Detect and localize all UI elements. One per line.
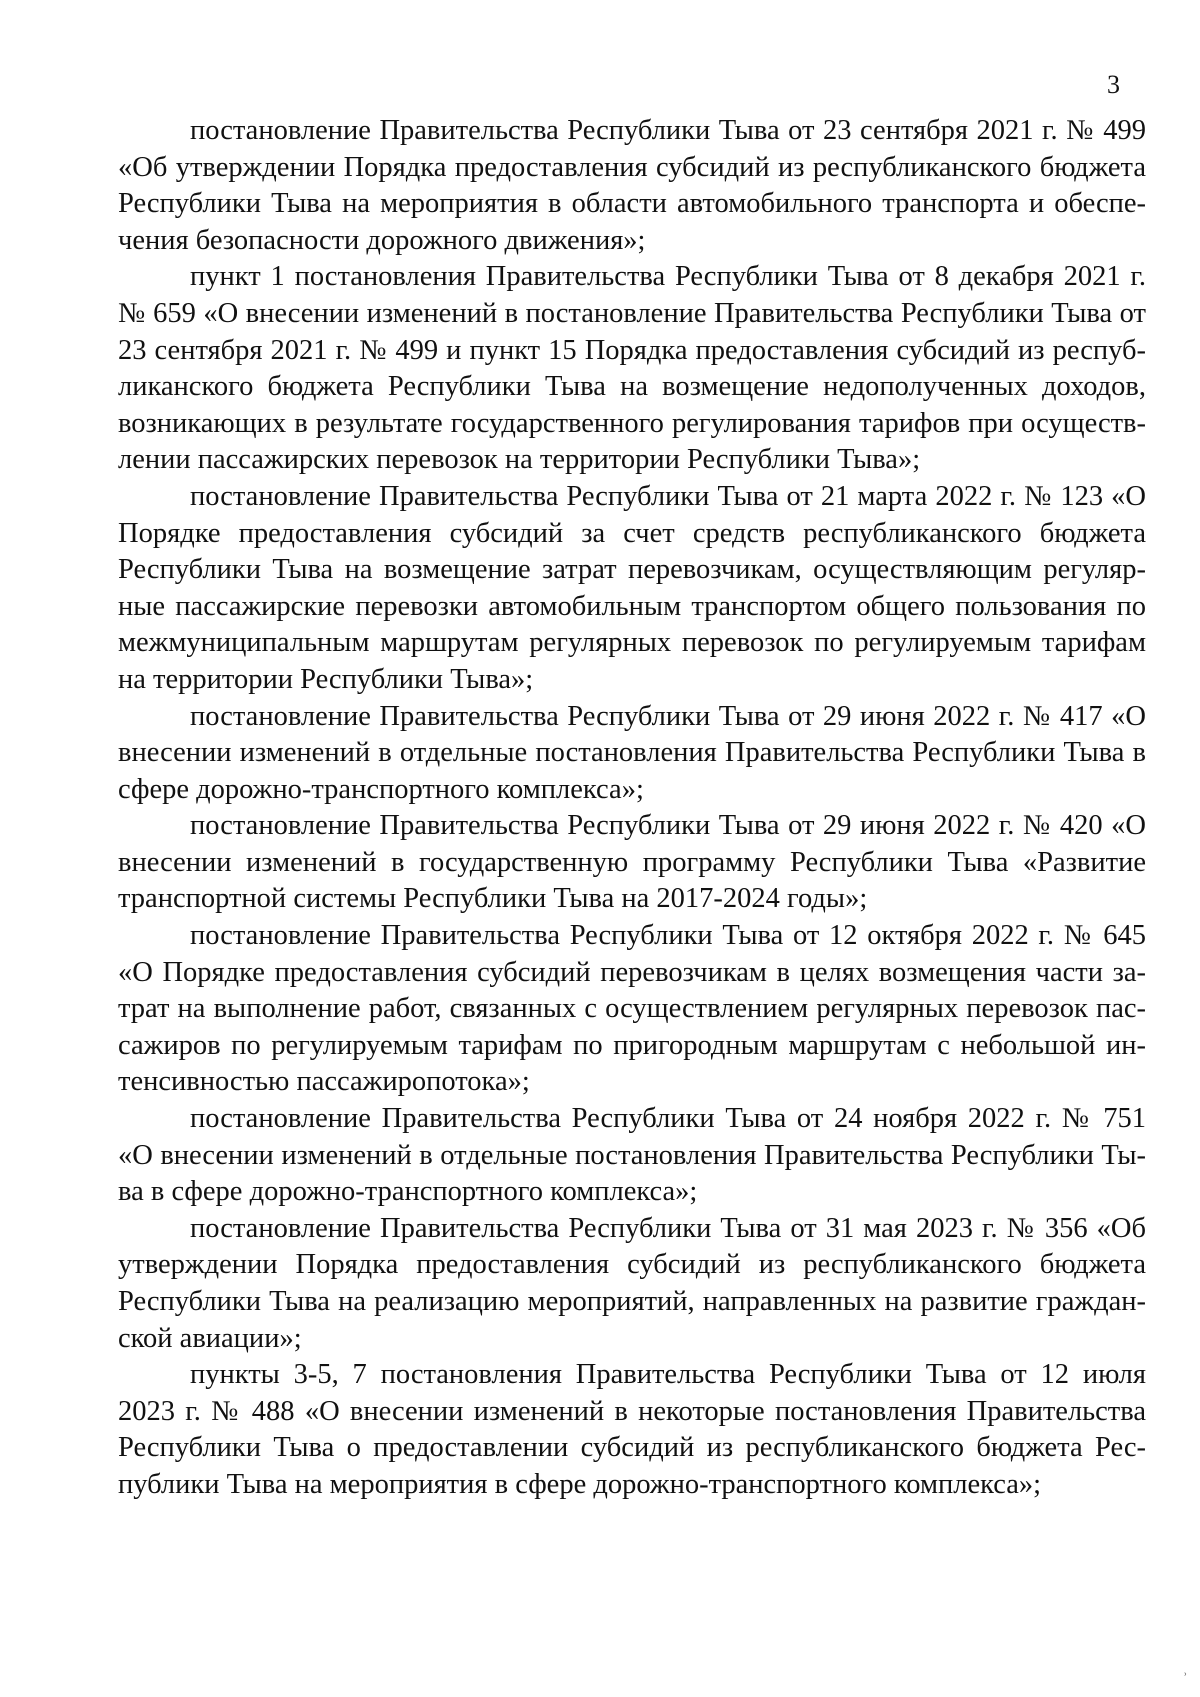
- paragraph-8: постановление Правительства Республики Тыва от 31 мая 2023 г. № 356 «Об утверждении Порядка предоставления субсидий из республиканского бюджета Республики Тыва на реализацию мероприятий, направленных на развитие гражданской авиации»;: [118, 1212, 1146, 1354]
- paragraph-5: постановление Правительства Республики Тыва от 29 июня 2022 г. № 420 «О внесении изменений в государственную программу Республики Тыва «Развитие транспортной системы Республики Тыва на 2017-2024 годы»;: [118, 810, 1146, 915]
- document-body: [118, 113, 1146, 1504]
- paragraph-4: постановление Правительства Республики Тыва от 29 июня 2022 г. № 417 «О внесении изменений в отдельные постановления Правительства Республики Тыва в сфере дорожно-транспортного комплекса»;: [118, 700, 1146, 805]
- paragraph-3: постановление Правительства Республики Тыва от 21 марта 2022 г. № 123 «О Порядке предоставления субсидий за счет средств республиканского бюджета Республики Тыва на возмещение затрат перевозчикам, осуществляющим регулярные пассажирские перевозки автомобильным транспортом общего пользования по межмуниципальным маршрутам регулярных перевозок по регулируемым тарифам на территории Республики Тыва»;: [118, 480, 1146, 695]
- paragraph-6: постановление Правительства Республики Тыва от 12 октября 2022 г. № 645 «О Порядке предоставления субсидий перевозчикам в целях возмещения части затрат на выполнение работ, связанных с осуществлением регулярных перевозок пассажиров по регулируемым тарифам по пригородным маршрутам с небольшой интенсивностью пассажиропотока»;: [118, 920, 1146, 1098]
- paragraph-1: постановление Правительства Республики Тыва от 23 сентября 2021 г. № 499 «Об утверждении Порядка предоставления субсидий из республиканского бюджета Республики Тыва на мероприятия в области автомобильного транспорта и обеспечения безопасности дорожного движения»;: [118, 115, 1146, 256]
- paragraph-9: пункты 3-5, 7 постановления Правительства Республики Тыва от 12 июля 2023 г. № 488 «О внесении изменений в некоторые постановления Правительства Республики Тыва о предоставлении субсидий из республиканского бюджета Республики Тыва на мероприятия в сфере дорожно-транспортного комплекса»;: [118, 1359, 1146, 1500]
- paragraph-2: пункт 1 постановления Правительства Республики Тыва от 8 декабря 2021 г. № 659 «О внесении изменений в постановление Правительства Республики Тыва от 23 сентября 2021 г. № 499 и пункт 15 Порядка предоставления субсидий из республиканского бюджета Республики Тыва на возмещение недополученных доходов, возникающих в результате государственного регулирования тарифов при осуществлении пассажирских перевозок на территории Республики Тыва»;: [118, 261, 1146, 476]
- page-number: 3: [1107, 70, 1120, 99]
- paragraph-7: постановление Правительства Республики Тыва от 24 ноября 2022 г. № 751 «О внесении изменений в отдельные постановления Правительства Республики Тыва в сфере дорожно-транспортного комплекса»;: [118, 1103, 1146, 1208]
- scan-corner-mark: ʾ: [1182, 1671, 1188, 1688]
